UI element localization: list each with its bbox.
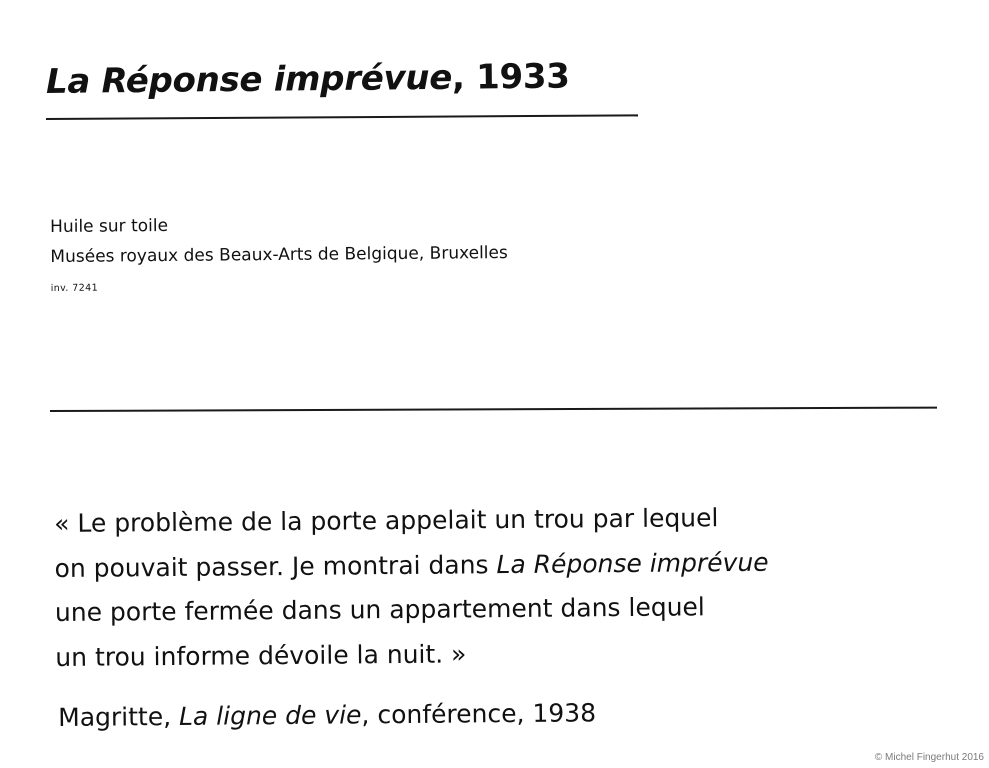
section-divider xyxy=(50,407,937,412)
quote-line-2-text: on pouvait passer. Je montrai dans xyxy=(54,549,497,583)
artwork-details xyxy=(50,208,508,300)
quote-line-4: un trou informe dévoile la nuit. » xyxy=(55,638,467,672)
quote-line-3: une porte fermée dans un appartement dans lequel xyxy=(54,592,705,627)
title-divider xyxy=(46,114,638,120)
artwork-medium: Huile sur toile xyxy=(50,215,169,237)
quote-work-title: La Réponse imprévue xyxy=(496,547,769,579)
attribution-author: Magritte, xyxy=(58,701,180,732)
artwork-year: 1933 xyxy=(475,56,570,98)
attribution-details: , conférence, 1938 xyxy=(361,698,597,730)
attribution-work: La ligne de vie xyxy=(178,700,362,731)
artwork-collection: Musées royaux des Beaux-Arts de Belgique, Bruxelles xyxy=(50,243,508,267)
quote-block xyxy=(54,496,770,680)
artwork-title-separator: , xyxy=(451,57,477,98)
copyright-notice: © Michel Fingerhut 2016 xyxy=(874,752,984,763)
quote-line-2 xyxy=(54,540,768,591)
artwork-inventory-number: inv. 7241 xyxy=(50,282,99,294)
artwork-title xyxy=(46,55,570,104)
artwork-title-name: La Réponse imprévue xyxy=(45,57,453,102)
quote-line-1: « Le problème de la porte appelait un trou par lequel xyxy=(54,503,719,538)
quote-attribution xyxy=(58,693,596,738)
